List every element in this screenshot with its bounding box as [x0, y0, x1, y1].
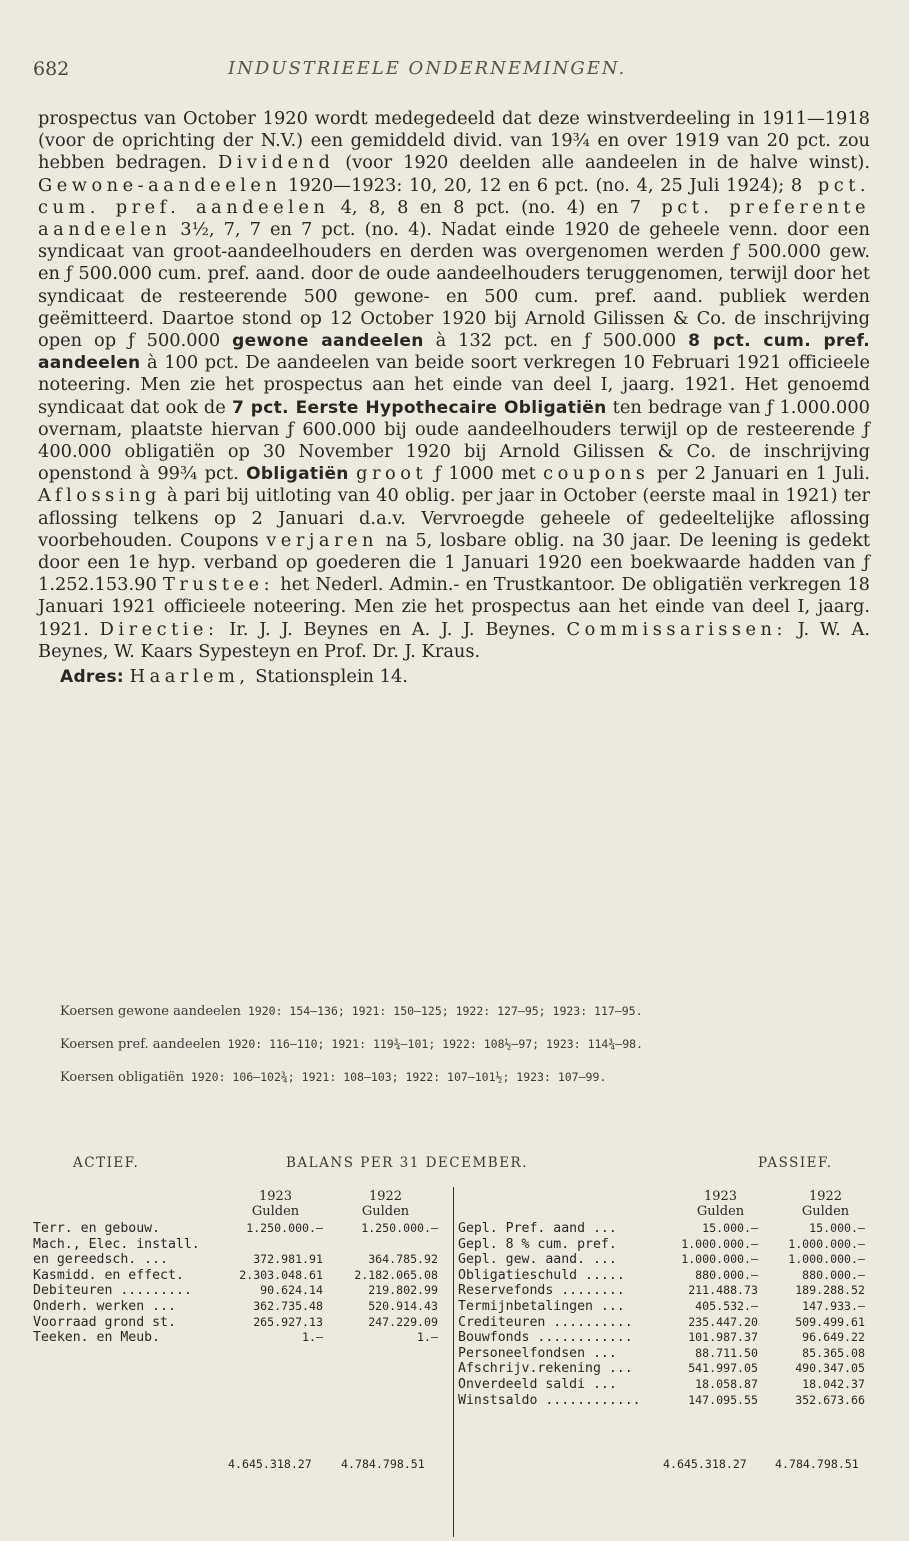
company-description [38, 108, 870, 688]
total-liabilities-1923: 4.645.318.27 [663, 1457, 747, 1471]
address-line [38, 666, 870, 688]
address-street: Stationsplein 14. [249, 666, 408, 688]
address-city: Haarlem, [129, 666, 250, 688]
table-row: Reservefonds ........ [458, 1283, 625, 1299]
total-liabilities-1922: 4.784.798.51 [775, 1457, 859, 1471]
table-row: Gepl. Pref. aand ... [458, 1221, 617, 1236]
address-label: Adres: [60, 667, 124, 688]
assets-values-1923: 1.250.000.— 372.981.91 2.303.048.61 90.624.14 362.735.48 265.927.13 1.— [239, 1221, 323, 1345]
passief-heading: PASSIEF. [758, 1155, 833, 1171]
table-row: Teeken. en Meub. [33, 1330, 161, 1346]
table-row: Gepl. 8 % cum. pref. [458, 1236, 617, 1252]
quote-line: Koersen obligatiën 1920: 106—102¾; 1921: 108—103; 1922: 107—101½; 1923: 107—99. [60, 1070, 607, 1085]
quote-line: Koersen gewone aandeelen 1920: 154—136; 1921: 150—125; 1922: 127—95; 1923: 117—95. [60, 1004, 643, 1019]
page-number: 682 [33, 58, 70, 80]
table-row: Terr. en gebouw. [33, 1221, 161, 1236]
table-row: Afschrijv.rekening ... [458, 1361, 633, 1377]
liabilities-values-1922: 15.000.— 1.000.000.— 1.000.000.— 880.000.— 189.288.52 147.933.— 509.499.61 96.649.22 85.365.08 490.347.05 18.042.37 352.673.66 [788, 1221, 865, 1407]
assets-col-1923: 1923 Gulden [251, 1189, 300, 1219]
actief-heading: ACTIEF. [73, 1155, 140, 1171]
assets-values-1922: 1.250.000.— 364.785.92 2.182.065.08 219.802.99 520.914.43 247.229.09 1.— [354, 1221, 438, 1345]
table-row: Obligatieschuld ..... [458, 1267, 625, 1283]
page-header [33, 58, 873, 88]
table-row: Termijnbetalingen ... [458, 1298, 625, 1314]
liab-col-1923: 1923 Gulden [696, 1189, 745, 1219]
liabilities-labels [458, 1221, 673, 1408]
table-row: en gereedsch. ... [33, 1252, 168, 1268]
balance-sheet [33, 1155, 873, 1495]
table-row: Bouwfonds ............ [458, 1330, 633, 1346]
total-assets-1922: 4.784.798.51 [341, 1457, 425, 1471]
assets-col-1922: 1922 Gulden [361, 1189, 410, 1219]
liabilities-values-1923: 15.000.— 1.000.000.— 1.000.000.— 880.000.— 211.488.73 405.532.— 235.447.20 101.987.37 88.711.50 541.997.05 18.058.87 147.095.55 [681, 1221, 758, 1407]
table-row: Kasmidd. en effect. [33, 1267, 184, 1283]
quote-line: Koersen pref. aandeelen 1920: 116—110; 1921: 119¾—101; 1922: 108½—97; 1923: 114¾—98. [60, 1037, 643, 1052]
price-quotes [60, 1004, 880, 1103]
table-row: Gepl. gew. aand. ... [458, 1252, 617, 1268]
column-divider [453, 1187, 454, 1537]
table-row: Debiteuren ......... [33, 1283, 192, 1299]
total-assets-1923: 4.645.318.27 [228, 1457, 312, 1471]
table-row: Personeelfondsen ... [458, 1345, 617, 1361]
description-paragraph: prospectus van October 1920 wordt medegedeeld dat deze winstverdeeling in 1911—1918 (voor de oprichting der N.V.) een gemiddeld divid. van 19¾ en over 1919 van 20 pct. zou hebben bedragen. Dividend (voor 1920 deelden alle aandeelen in de halve winst). Gewone-aandeelen 1920—1923: 10, 20, 12 en 6 pct. (no. 4, 25 Juli 1924); 8 pct. cum. pref. aandeelen 4, 8, 8 en 8 pct. (no. 4) en 7 pct. preferente aandeelen 3½, 7, 7 en 7 pct. (no. 4). Nadat einde 1920 de geheele venn. door een syndicaat van groot-aandeelhouders en derden was overgenomen werden ƒ 500.000 gew. en ƒ 500.000 cum. pref. aand. door de oude aandeelhouders teruggenomen, terwijl door het syndicaat de resteerende 500 gewone- en 500 cum. pref. aand. publiek werden geëmitteerd. Daartoe stond op 12 October 1920 bij Arnold Gilissen & Co. de inschrijving open op ƒ 500.000 gewone aandeelen à 132 pct. en ƒ 500.000 8 pct. cum. pref. aandeelen à 100 pct. De aandeelen van beide soort verkregen 10 Februari 1921 officieele noteering. Men zie het prospectus aan het einde van deel I, jaarg. 1921. Het genoemd syndicaat dat ook de 7 pct. Eerste Hypothecaire Obligatiën ten bedrage van ƒ 1.000.000 overnam, plaatste hiervan ƒ 600.000 bij oude aandeelhouders terwijl op de resteerende ƒ 400.000 obligatiën op 30 November 1920 bij Arnold Gilissen & Co. de inschrijving openstond à 99¾ pct. Obligatiën groot ƒ 1000 met coupons per 2 Januari en 1 Juli. Aflossing à pari bij uitloting van 40 oblig. per jaar in October (eerste maal in 1921) ter aflossing telkens op 2 Januari d.a.v. Vervroegde geheele of gedeeltelijke aflossing voorbehouden. Coupons verjaren na 5, losbare oblig. na 30 jaar. De leening is gedekt door een 1e hyp. verband op goederen die 1 Januari 1920 een boekwaarde hadden van ƒ 1.252.153.90 Trustee: het Nederl. Admin.- en Trustkantoor. De obligatiën verkregen 18 Januari 1921 officieele noteering. Men zie het prospectus aan het einde van deel I, jaarg. 1921. Directie: Ir. J. J. Beynes en A. J. J. Beynes. Commissarissen: J. W. A. Beynes, W. Kaars Sypesteyn en Prof. Dr. J. Kraus. [38, 108, 870, 662]
table-row: Onderh. werken ... [33, 1298, 176, 1314]
liab-col-1922: 1922 Gulden [801, 1189, 850, 1219]
balance-title: BALANS PER 31 DECEMBER. [286, 1155, 529, 1171]
running-title: INDUSTRIEELE ONDERNEMINGEN. [228, 58, 627, 79]
assets-labels [33, 1221, 233, 1346]
table-row: Winstsaldo ............ [458, 1392, 641, 1408]
table-row: Crediteuren .......... [458, 1314, 633, 1330]
table-row: Voorraad grond st. [33, 1314, 176, 1330]
table-row: Onverdeeld saldi ... [458, 1376, 617, 1392]
table-row: Mach., Elec. install. [33, 1236, 200, 1252]
